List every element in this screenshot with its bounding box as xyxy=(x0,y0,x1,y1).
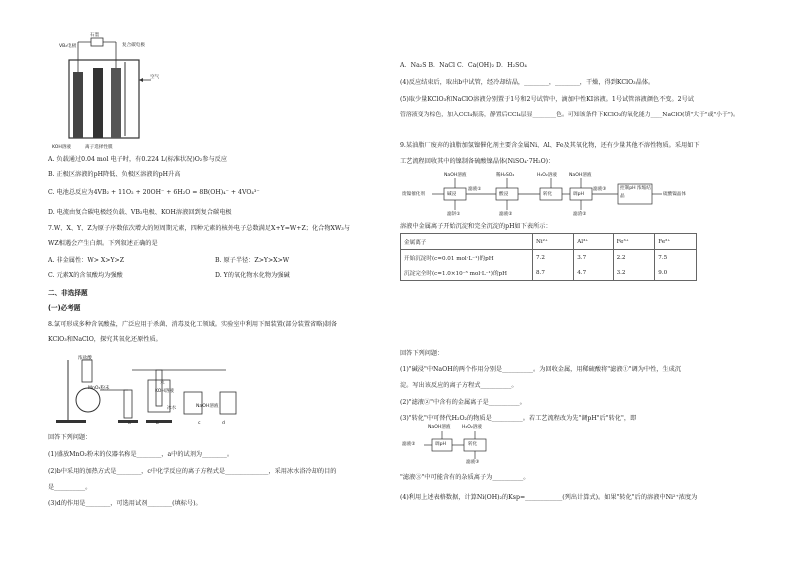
q9-part1-line1: (1)"碱浸"中NaOH的两个作用分别是__________。为回收金属，用稀硫酸将"滤液①"调为中性，生成沉 xyxy=(400,366,682,373)
table-cell: 2.2 xyxy=(613,250,655,266)
flow2-filtrate3: 滤液③ xyxy=(466,460,480,465)
q8-part2-line1: (2)b中采用的加热方式是________，c中化学反应的离子方程式是______________，采用冰水浴冷却的目的 xyxy=(48,468,337,475)
fig2-water-label: 水 xyxy=(160,381,165,386)
q8-part3: (3)d的作用是________，可选用试剂________(填标号)。 xyxy=(48,500,202,507)
table-header-cell: Al³⁺ xyxy=(574,234,613,250)
answer-heading-left: 回答下列问题： xyxy=(48,434,92,441)
q7-option-b: B. 原子半径：Z>Y>X>W xyxy=(215,257,290,264)
table-cell: 开始沉淀时(c=0.01 mol·L⁻¹)的pH xyxy=(401,250,533,266)
flow-h2o2-label: H₂O₂溶液 xyxy=(537,173,557,178)
table-header-row xyxy=(401,234,697,250)
q6-option-c: C. 电池总反应为4VB₂ + 11O₂ + 20OH⁻ + 6H₂O = 8B(OH)₄⁻ + 4VO₄³⁻ xyxy=(48,189,260,196)
table-cell: 8.7 xyxy=(533,265,574,281)
flow2-step2: 转化 xyxy=(468,442,478,447)
q9-part2: (2)"滤液②"中含有的金属离子是__________。 xyxy=(400,399,526,406)
q8-stem-line1: 8.氯可形成多种含氧酸盐，广泛应用于杀菌、消毒及化工领域。实验室中利用下图装置(部分装置省略)制备 xyxy=(48,321,338,328)
fig1-load-label: 石墨 xyxy=(90,33,100,38)
table-row xyxy=(401,265,697,281)
fig2-mno2-label: MnO₂粉末 xyxy=(88,386,110,391)
q7-stem-line2: WZ相遇会产生白烟。下列叙述正确的是 xyxy=(48,240,158,247)
table-header-cell: Fe²⁺ xyxy=(655,234,697,250)
answer-heading-right: 回答下列问题： xyxy=(400,350,444,357)
flow-step5: 控制pH 浓缩结晶 xyxy=(620,186,651,199)
q7-option-c: C. 元素X的含氧酸均为强酸 xyxy=(48,272,123,279)
q9-part3: (3)"转化"中可替代H₂O₂的物质是__________。若工艺流程改为先"调pH"后"转化"，即 xyxy=(400,415,637,422)
table-cell: 3.7 xyxy=(574,250,613,266)
fig2-label-c: c xyxy=(198,421,201,426)
table-header-cell: Ni²⁺ xyxy=(533,234,574,250)
fig1-koh-label: KOH溶液 xyxy=(52,145,72,150)
q7-option-d: D. Y的氧化物水化物为强碱 xyxy=(215,272,290,279)
table-cell: 4.7 xyxy=(574,265,613,281)
subsection-heading: (一)必考题 xyxy=(48,304,81,312)
fig2-label-a: a xyxy=(128,421,131,426)
flow-step2: 酸浸 xyxy=(499,192,509,197)
table-row xyxy=(401,250,697,266)
flow-step1: 碱浸 xyxy=(447,192,457,197)
flow-acid-label: 稀H₂SO₄ xyxy=(496,173,515,178)
metal-ion-ph-table xyxy=(400,233,697,281)
flow2-naoh-label: NaOH溶液 xyxy=(428,425,451,430)
q8-part2-line2: 是__________。 xyxy=(48,484,92,491)
q8-part1: (1)盛放MnO₂粉末的仪器名称是________，a中的试剂为________。 xyxy=(48,451,234,458)
table-cell: 7.5 xyxy=(655,250,697,266)
flow-filtrate2: 滤液② xyxy=(499,212,513,217)
table-intro: 溶液中金属离子开始沉淀和完全沉淀的pH如下表所示： xyxy=(400,223,552,230)
q9-stem-line2: 工艺流程回收其中的镍制备硫酸镍晶体(NiSO₄·7H₂O)： xyxy=(400,158,555,165)
q6-option-b: B. 正极区溶液的pH降低、负极区溶液的pH升高 xyxy=(48,171,181,178)
q8-stem-line2: KClO₃和NaClO，探究其氧化还原性质。 xyxy=(48,336,162,343)
fig2-koh-label: KOH溶液 xyxy=(155,389,175,394)
fig1-vb2-label: VB₂电极 xyxy=(59,44,77,49)
q8-part5-line1: (5)取少量KClO₃和NaClO溶液分别置于1号和2号试管中，滴加中性KI溶液。1号试管溶液颜色不变。2号试 xyxy=(400,96,694,103)
flow-residue2: 滤渣② xyxy=(573,212,587,217)
table-cell: 7.2 xyxy=(533,250,574,266)
flow2-h2o2-label: H₂O₂溶液 xyxy=(462,425,482,430)
fig2-ice-label: 冰水 xyxy=(167,406,177,411)
q8-part5-line2: 管溶液变为棕色，加入CCl₄振荡，静置后CCl₄层显________色。可知该条件下KClO₃的氧化能力____NaClO(填"大于"或"小于")。 xyxy=(400,112,739,118)
q8-part4: (4)反应结束后，取出b中试管，经冷却结晶，________，________，干燥，得到KClO₃晶体。 xyxy=(400,79,655,86)
section-heading: 二、非选择题 xyxy=(48,289,88,297)
q9-stem-line1: 9.某油脂厂废弃的油脂加氢镍催化剂主要含金属Ni、Al、Fe及其氧化物，还有少量其他不溶性物质。采用如下 xyxy=(400,142,700,149)
fig1-membrane-label: 复合碳电极 xyxy=(122,43,145,48)
flow-filtrate3-top: 滤液③ xyxy=(593,187,607,192)
fig1-air-label: 空气 xyxy=(150,75,160,80)
fig2-naoh-label: NaOH溶液 xyxy=(196,404,219,409)
fig2-label-d: d xyxy=(222,421,225,426)
flow-filtrate1-top: 滤液① xyxy=(468,187,482,192)
q6-option-a: A. 负载通过0.04 mol 电子时，有0.224 L(标准状况)O₂参与反应 xyxy=(48,156,228,163)
q9-part4: (4)利用上述表格数据，计算Ni(OH)₂的Ksp=____________(列出计算式)。如果"转化"后的溶液中Ni²⁺浓度为 xyxy=(400,494,698,501)
flow-residue1: 滤饼① xyxy=(447,212,461,217)
q7-option-a: A. 非金属性：W> X>Y>Z xyxy=(48,257,125,264)
table-header-cell: 金属离子 xyxy=(401,234,533,250)
q9-part3-line2: "滤液③"中可能含有的杂质离子为__________。 xyxy=(400,474,530,481)
flow-product: 硫酸镍晶体 xyxy=(663,192,686,197)
fig2-label-b: b xyxy=(156,421,159,426)
flow2-step1: 调pH xyxy=(435,442,446,447)
q8-part3-options: A．Na₂S B．NaCl C．Ca(OH)₂ D．H₂SO₄ xyxy=(400,62,527,69)
fig2-acid-label: 浓盐酸 xyxy=(78,356,92,361)
flow2-filtrate2: 滤液② xyxy=(402,442,416,447)
flow-source-label: 废镍催化剂 xyxy=(402,192,425,197)
table-header-cell: Fe³⁺ xyxy=(613,234,655,250)
flow-naoh2-label: NaOH溶液 xyxy=(569,173,592,178)
table-cell: 9.0 xyxy=(655,265,697,281)
q9-part1-line2: 淀。写出该反应的离子方程式__________。 xyxy=(400,382,518,389)
q6-option-d: D. 电流由复合碳电极经负载、VB₂电极、KOH溶液回到复合碳电极 xyxy=(48,209,232,216)
flow-step3: 转化 xyxy=(543,192,553,197)
table-cell: 沉淀完全时(c=1.0×10⁻⁵ mol·L⁻¹)的pH xyxy=(401,265,533,281)
table-cell: 3.2 xyxy=(613,265,655,281)
flow-step4: 调pH xyxy=(573,192,584,197)
q7-stem-line1: 7.W、X、Y、Z为原子序数依次增大的短周期元素，四种元素的核外电子总数满足X+Y=W+Z；化合物XW₃与 xyxy=(48,225,350,232)
fig1-ionsel-label: 离子选择性膜 xyxy=(85,145,113,150)
flow-naoh-label: NaOH溶液 xyxy=(444,173,467,178)
